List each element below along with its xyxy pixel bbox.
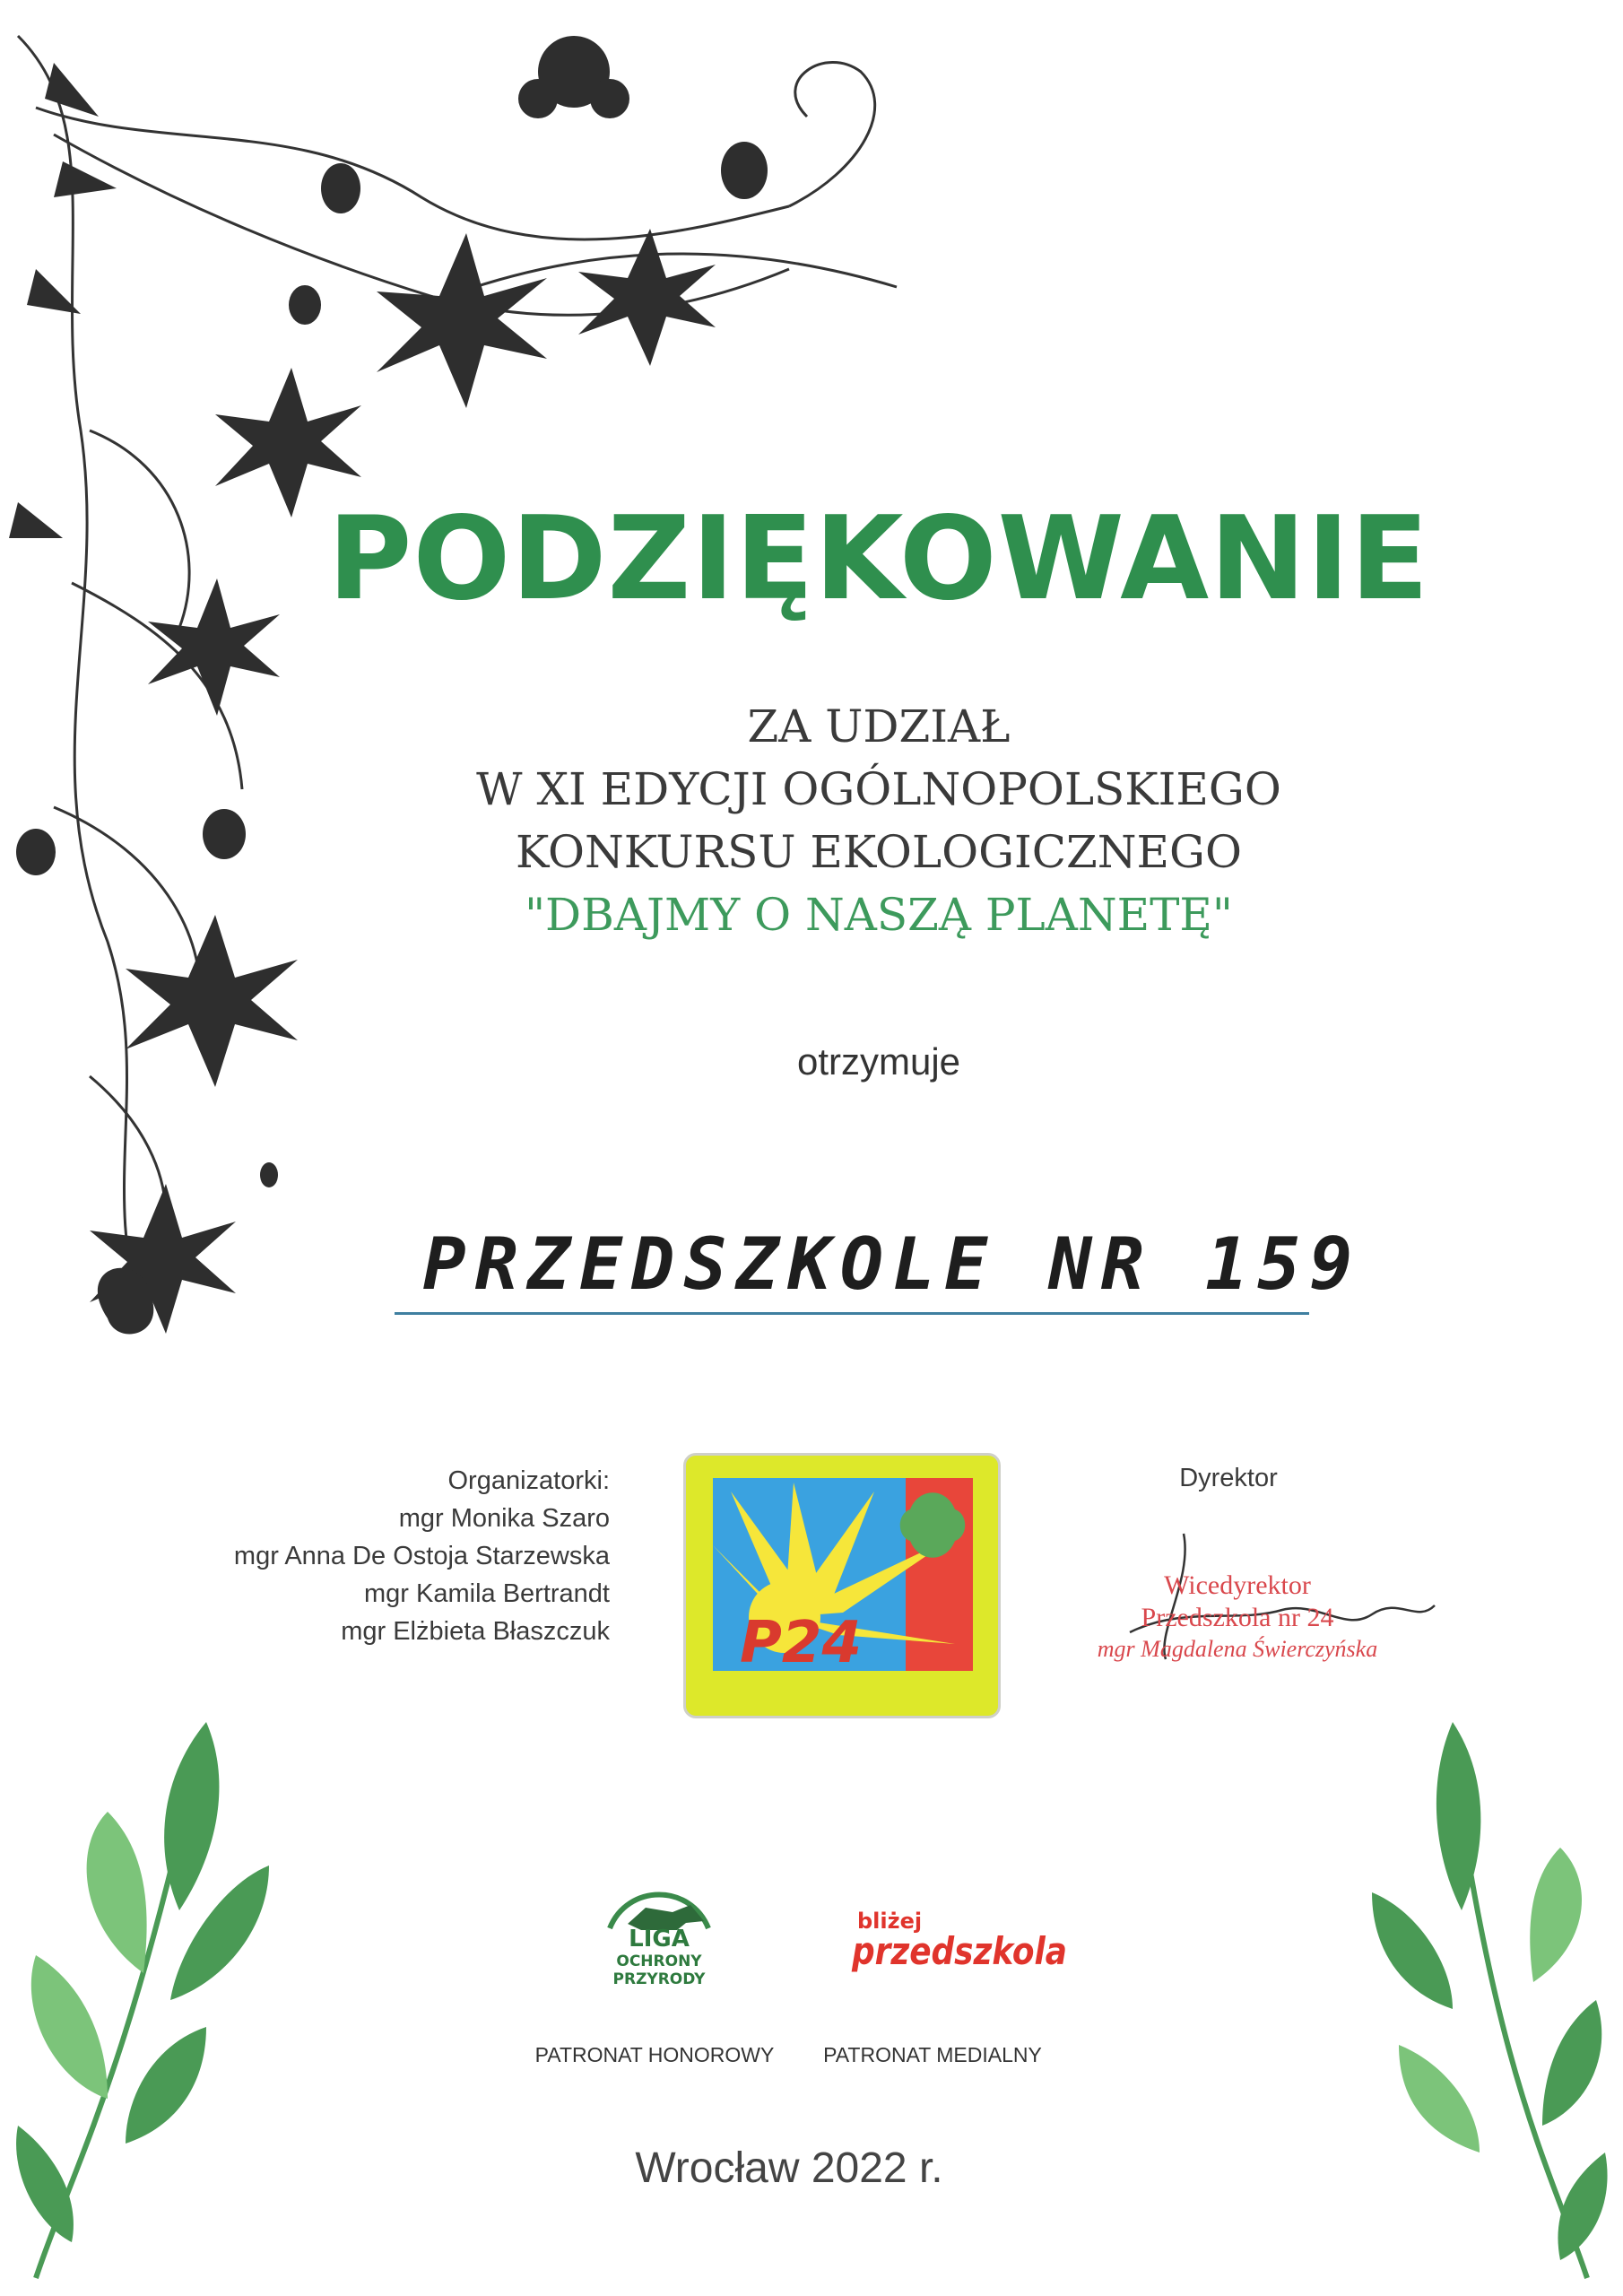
honorary-patronage-label: PATRONAT HONOROWY bbox=[534, 2043, 775, 2066]
berry-icon bbox=[321, 163, 360, 213]
place-and-date: Wrocław 2022 r. bbox=[635, 2144, 943, 2192]
recipient-name: PRZEDSZKOLE NR 159 bbox=[422, 1222, 1362, 1306]
media-patronage-label: PATRONAT MEDIALNY bbox=[823, 2043, 1042, 2066]
berry-icon bbox=[721, 142, 768, 199]
director-label: Dyrektor bbox=[1179, 1464, 1278, 1492]
leaf-branch-right bbox=[1354, 1704, 1623, 2296]
berry-icon bbox=[203, 809, 246, 859]
subtitle-line-3: KONKURSU EKOLOGICZNEGO bbox=[516, 826, 1242, 878]
flower-icon bbox=[126, 915, 298, 1087]
flower-icon bbox=[377, 233, 547, 408]
logo-text: P24 bbox=[740, 1610, 862, 1676]
organizer-name: mgr Anna De Ostoja Starzewska bbox=[233, 1542, 610, 1570]
flower-icon bbox=[518, 36, 629, 118]
flower-icon bbox=[578, 229, 716, 366]
stamp-institution: Przedszkola nr 24 bbox=[1141, 1603, 1334, 1632]
subtitle-line-1: ZA UDZIAŁ bbox=[747, 700, 1011, 752]
recipient-underline bbox=[395, 1312, 1309, 1315]
contest-name: "DBAJMY O NASZĄ PLANETĘ" bbox=[525, 889, 1233, 941]
certificate-title: PODZIĘKOWANIE bbox=[327, 492, 1430, 626]
stamp-name: mgr Magdalena Świerczyńska bbox=[1097, 1636, 1378, 1662]
subtitle-line-2: W XI EDYCJI OGÓLNOPOLSKIEGO bbox=[476, 763, 1281, 815]
receives-label: otrzymuje bbox=[796, 1040, 961, 1083]
berry-icon bbox=[260, 1162, 278, 1187]
liga-ochrony-przyrody-logo bbox=[592, 1874, 726, 1991]
liga-text-3: PRZYRODY bbox=[612, 1970, 706, 1988]
liga-text-1: LIGA bbox=[629, 1926, 690, 1952]
blizej-przedszkola-logo bbox=[843, 1900, 1076, 1980]
organizer-name: mgr Kamila Bertrandt bbox=[364, 1579, 610, 1608]
organizers-label: Organizatorki: bbox=[447, 1466, 610, 1495]
director-stamp bbox=[1058, 1570, 1417, 1665]
leaf-branch-left bbox=[0, 1704, 287, 2296]
berry-icon bbox=[16, 829, 56, 875]
organizer-name: mgr Elżbieta Błaszczuk bbox=[341, 1617, 610, 1646]
liga-text-2: OCHRONY bbox=[616, 1952, 702, 1970]
blizej-text-2: przedszkola bbox=[851, 1929, 1067, 1973]
organizer-name: mgr Monika Szaro bbox=[398, 1504, 610, 1533]
stamp-title: Wicedyrektor bbox=[1164, 1570, 1311, 1600]
organizers-block bbox=[179, 1462, 610, 1650]
blizej-text-1: bliżej bbox=[857, 1909, 923, 1934]
berry-icon bbox=[289, 285, 321, 325]
kindergarten-logo bbox=[683, 1453, 1001, 1718]
